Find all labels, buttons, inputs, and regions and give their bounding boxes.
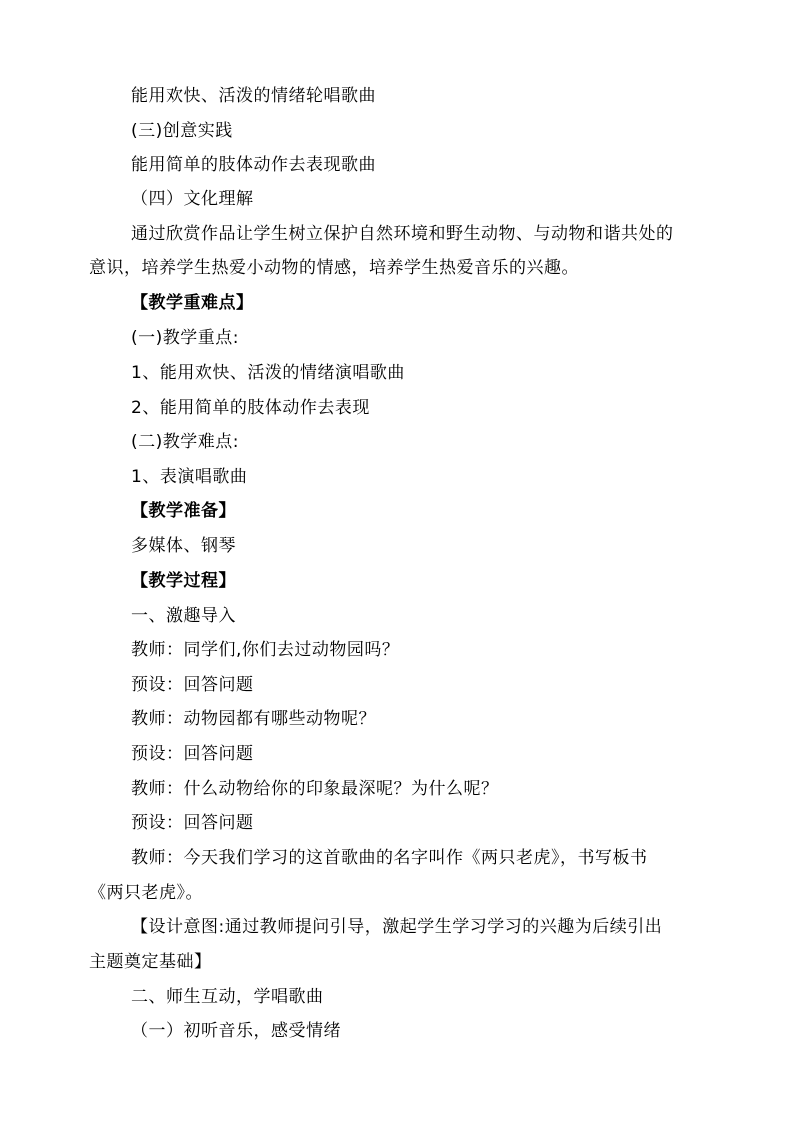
- section-heading: 二、师生互动，学唱歌曲: [131, 987, 324, 1007]
- objective-line: 能用欢快、活泼的情绪轮唱歌曲: [131, 86, 376, 106]
- paragraph-line: 多媒体、钢琴: [131, 536, 236, 556]
- design-intent-line: 主题奠定基础】: [89, 952, 212, 972]
- design-intent-line: 【设计意图:通过教师提问引导，激起学生学习学习的兴趣为后续引出: [131, 917, 663, 937]
- dialogue-line: 教师：动物园都有哪些动物呢？: [131, 709, 376, 729]
- list-item: 1、能用欢快、活泼的情绪演唱歌曲: [131, 363, 405, 383]
- bracket-heading: 【教学重难点】: [131, 293, 254, 313]
- dialogue-line: 预设：回答问题: [131, 813, 254, 833]
- subsection-heading: （一）初听音乐，感受情绪: [131, 1021, 341, 1041]
- dialogue-line: 预设：回答问题: [131, 744, 254, 764]
- list-item: 2、能用简单的肢体动作去表现: [131, 398, 370, 418]
- paragraph-line: 通过欣赏作品让学生树立保护自然环境和野生动物、与动物和谐共处的: [131, 224, 674, 244]
- dialogue-line: 《两只老虎》。: [89, 883, 203, 903]
- section-heading: （四）文化理解: [131, 189, 254, 209]
- subsection-heading: (一)教学重点:: [131, 328, 239, 348]
- bracket-heading: 【教学准备】: [131, 501, 236, 521]
- paragraph-line: 意识，培养学生热爱小动物的情感，培养学生热爱音乐的兴趣。: [89, 258, 579, 278]
- dialogue-line: 预设：回答问题: [131, 675, 254, 695]
- objective-line: 能用简单的肢体动作去表现歌曲: [131, 155, 376, 175]
- dialogue-line: 教师：同学们,你们去过动物园吗？: [131, 640, 400, 660]
- section-heading: 一、激趣导入: [131, 606, 236, 626]
- dialogue-line: 教师：什么动物给你的印象最深呢？为什么呢？: [131, 779, 499, 799]
- bracket-heading: 【教学过程】: [131, 571, 236, 591]
- list-item: 1、表演唱歌曲: [131, 467, 248, 487]
- dialogue-line: 教师：今天我们学习的这首歌曲的名字叫作《两只老虎》，书写板书: [131, 848, 648, 868]
- section-heading: (三)创意实践: [131, 121, 233, 141]
- subsection-heading: (二)教学难点:: [131, 432, 239, 452]
